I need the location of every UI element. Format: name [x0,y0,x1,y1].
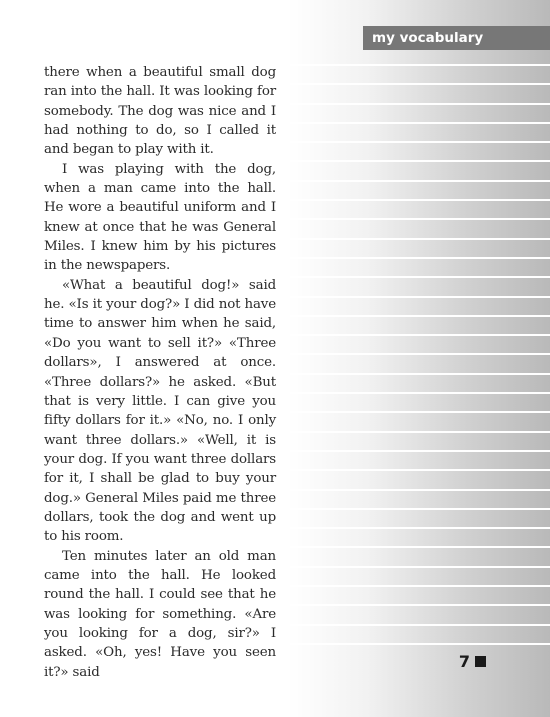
paragraph-1: there when a beautiful small dog ran into the hall. It was looking for somebody. The dog was nice and I had nothing to do, so I called it and began to play with it. [44,65,276,158]
vocabulary-writing-line [288,315,550,317]
vocabulary-writing-line [288,373,550,375]
vocabulary-header: my vocabulary [363,26,550,50]
vocabulary-writing-line [288,160,550,162]
vocabulary-writing-line [288,624,550,626]
vocabulary-writing-line [288,566,550,568]
vocabulary-writing-line [288,431,550,433]
vocabulary-writing-line [288,276,550,278]
paragraph-3: «What a beautiful dog!» said he. «Is it your dog?» I did not have time to answer him when he said, «Do you want to sell it?» «Three dollars», I answered at once. «Three dollars?» he asked. «But that is very little. I can give you fifty dollars for it.» «No, no. I only want three dollars.» «Well, it is your dog. If you want three dollars for it, I shall be glad to buy your dog.» General Miles paid me three dollars, took the dog and went up to his room. [44,277,276,545]
vocabulary-writing-line [288,527,550,529]
story-text [44,63,276,682]
vocabulary-writing-line [288,392,550,394]
vocabulary-writing-line [288,141,550,143]
vocabulary-writing-line [288,199,550,201]
vocabulary-lines [288,64,550,662]
vocabulary-writing-line [288,64,550,66]
vocabulary-writing-line [288,489,550,491]
vocabulary-writing-line [288,508,550,510]
vocabulary-writing-line [288,296,550,298]
page-number-square-icon [475,656,486,667]
vocabulary-writing-line [288,643,550,645]
vocabulary-writing-line [288,180,550,182]
vocabulary-writing-line [288,122,550,124]
vocabulary-writing-line [288,103,550,105]
vocabulary-writing-line [288,334,550,336]
vocabulary-writing-line [288,585,550,587]
vocabulary-writing-line [288,604,550,606]
vocabulary-writing-line [288,257,550,259]
vocabulary-writing-line [288,238,550,240]
vocabulary-writing-line [288,411,550,413]
vocabulary-writing-line [288,83,550,85]
vocabulary-writing-line [288,546,550,548]
vocabulary-writing-line [288,450,550,452]
paragraph-4: Ten minutes later an old man came into the hall. He looked round the hall. I could see that he was looking for something. «Are you looking for a dog, sir?» I asked. «Oh, yes! Have you seen it?» said [44,548,276,680]
vocabulary-writing-line [288,353,550,355]
vocabulary-writing-line [288,218,550,220]
paragraph-2: I was playing with the dog, when a man came into the hall. He wore a beautiful uniform and I knew at once that he was General Miles. I knew him by his pictures in the newspapers. [44,161,276,274]
vocabulary-writing-line [288,469,550,471]
page-number: 7 [458,652,470,671]
